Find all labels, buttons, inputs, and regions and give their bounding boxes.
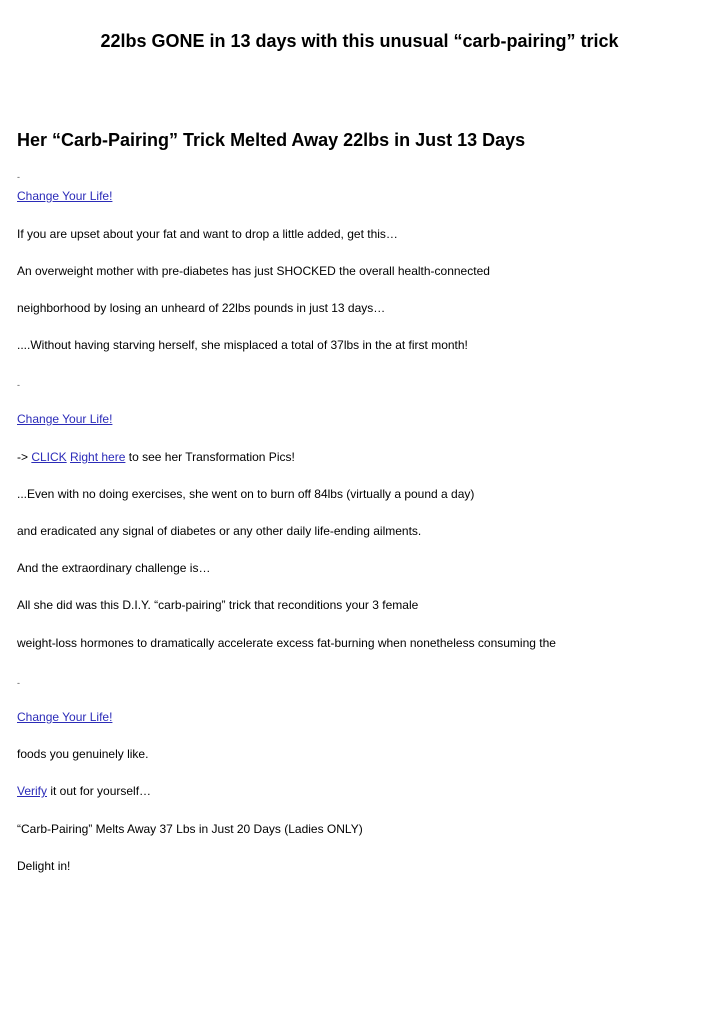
paragraph: ...Even with no doing exercises, she went on to burn off 84lbs (virtually a pound a day) xyxy=(17,487,475,501)
change-your-life-link[interactable] xyxy=(17,710,112,725)
change-your-life-link-text[interactable]: Change Your Life! xyxy=(17,412,113,426)
change-your-life-link[interactable] xyxy=(17,412,112,427)
separator-mark: - xyxy=(17,380,20,390)
separator-mark: - xyxy=(17,172,20,182)
paragraph: weight-loss hormones to dramatically accelerate excess fat-burning when nonetheless consuming the xyxy=(17,636,556,650)
article-heading: Her “Carb-Pairing” Trick Melted Away 22lbs in Just 13 Days xyxy=(17,130,526,150)
right-here-link[interactable]: Right here xyxy=(70,450,126,464)
paragraph-suffix: it out for yourself… xyxy=(47,784,152,798)
paragraph: “Carb-Pairing” Melts Away 37 Lbs in Just 20 Days (Ladies ONLY) xyxy=(17,822,363,836)
change-your-life-link-text[interactable]: Change Your Life! xyxy=(17,710,113,724)
arrow-prefix: -> xyxy=(17,450,32,464)
paragraph: If you are upset about your fat and want to drop a little added, get this… xyxy=(17,227,398,241)
change-your-life-link-text[interactable]: Change Your Life! xyxy=(17,189,113,203)
paragraph: Delight in! xyxy=(17,859,71,873)
paragraph: and eradicated any signal of diabetes or any other daily life-ending ailments. xyxy=(17,524,422,538)
paragraph: And the extraordinary challenge is… xyxy=(17,561,211,575)
paragraph: All she did was this D.I.Y. “carb-pairing” trick that reconditions your 3 female xyxy=(17,598,419,612)
paragraph-with-link xyxy=(17,784,151,799)
paragraph: An overweight mother with pre-diabetes has just SHOCKED the overall health-connected xyxy=(17,264,490,278)
change-your-life-link[interactable] xyxy=(17,189,112,204)
paragraph-with-links xyxy=(17,450,295,465)
paragraph: foods you genuinely like. xyxy=(17,747,149,761)
verify-link[interactable]: Verify xyxy=(17,784,48,798)
paragraph-suffix: to see her Transformation Pics! xyxy=(125,450,295,464)
paragraph: neighborhood by losing an unheard of 22lbs pounds in just 13 days… xyxy=(17,301,386,315)
separator-mark: - xyxy=(17,678,20,688)
document-title: 22lbs GONE in 13 days with this unusual “carb-pairing” trick xyxy=(100,31,619,51)
click-link[interactable]: CLICK xyxy=(31,450,67,464)
paragraph: ....Without having starving herself, she misplaced a total of 37lbs in the at first month! xyxy=(17,338,468,352)
